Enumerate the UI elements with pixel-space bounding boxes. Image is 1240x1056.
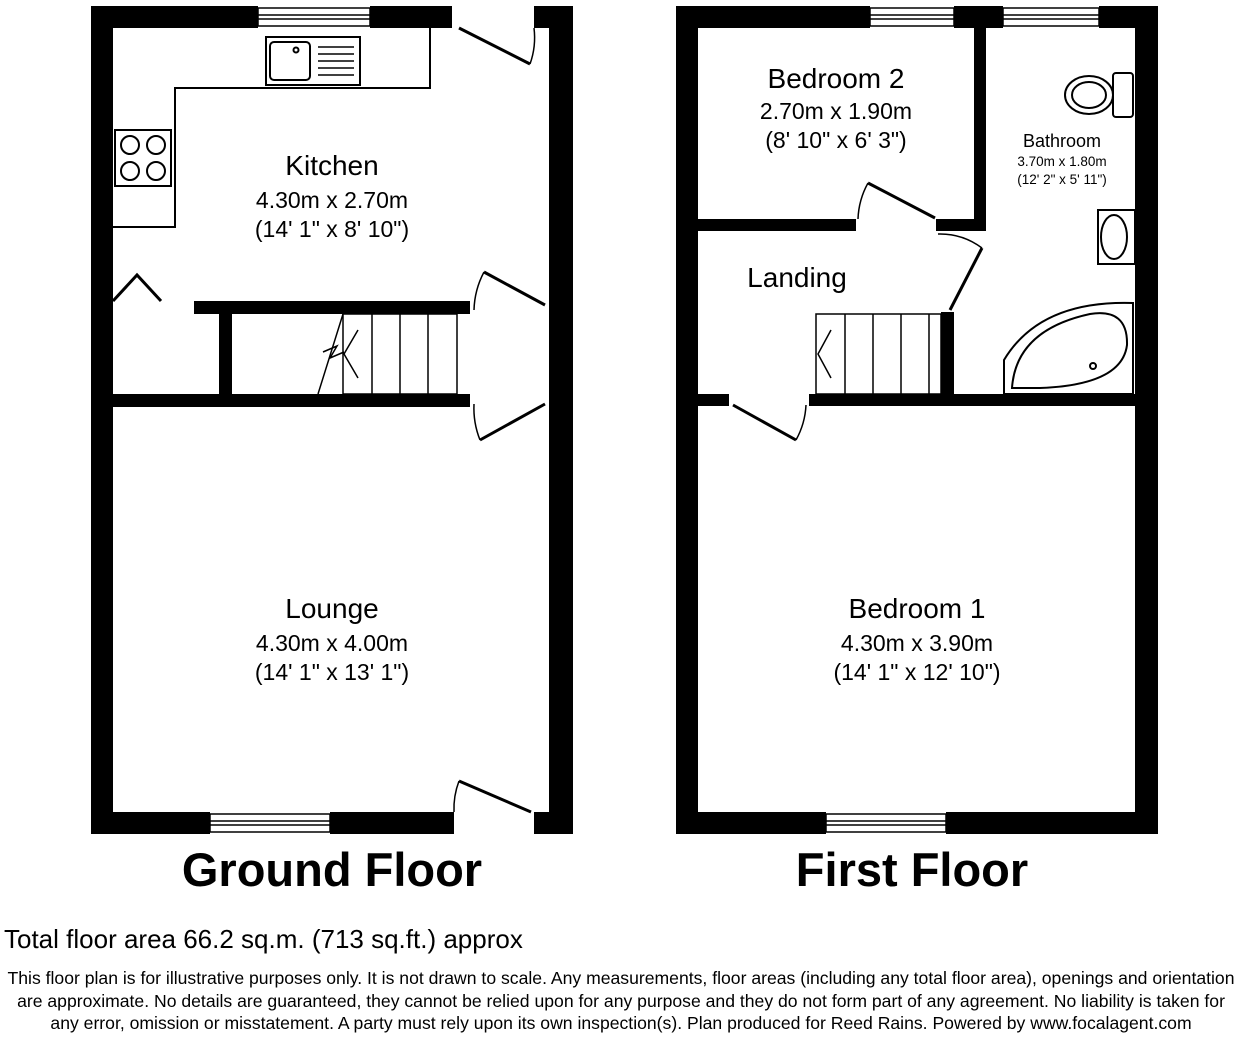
ground-floor-openings xyxy=(210,6,534,834)
bathroom-door xyxy=(938,234,982,310)
bedroom2-name: Bedroom 2 xyxy=(767,63,905,94)
bedroom1-metric: 4.30m x 3.90m xyxy=(840,630,994,656)
ground-floor-title: Ground Floor xyxy=(181,843,483,896)
bathroom-imperial: (12' 2" x 5' 11") xyxy=(1017,172,1107,187)
kitchen-imperial: (14' 1" x 8' 10") xyxy=(254,216,410,242)
lounge-name: Lounge xyxy=(285,593,379,624)
ground-floor-stair-walls xyxy=(91,301,470,407)
bath-icon xyxy=(1004,303,1133,394)
lounge-imperial: (14' 1" x 13' 1") xyxy=(254,659,410,685)
bedroom2-imperial: (8' 10" x 6' 3") xyxy=(765,127,907,153)
bathroom-name: Bathroom xyxy=(1022,131,1102,151)
first-floor-title: First Floor xyxy=(795,843,1029,896)
hall-doors xyxy=(474,272,545,440)
kitchen-name: Kitchen xyxy=(285,150,379,181)
first-floor-plan xyxy=(676,6,1158,834)
total-floor-area: Total floor area 66.2 sq.m. (713 sq.ft.) approx xyxy=(4,924,523,954)
bedroom2-metric: 2.70m x 1.90m xyxy=(759,98,913,124)
bedroom2-door xyxy=(858,183,935,219)
bedroom1-imperial: (14' 1" x 12' 10") xyxy=(833,659,1001,685)
bedroom1-door xyxy=(733,405,806,440)
lounge-front-door xyxy=(454,781,531,812)
bathroom-metric: 3.70m x 1.80m xyxy=(1017,154,1107,169)
first-floor-stairs xyxy=(816,314,941,394)
kitchen-metric: 4.30m x 2.70m xyxy=(255,187,409,213)
landing-name: Landing xyxy=(747,262,847,293)
first-floor-internal-walls xyxy=(676,28,1158,406)
ground-floor-stairs xyxy=(318,314,457,394)
ground-floor-plan xyxy=(91,6,573,834)
bedroom1-name: Bedroom 1 xyxy=(848,593,986,624)
kitchen-rear-door xyxy=(459,28,535,64)
basin-icon xyxy=(1098,210,1135,264)
kitchen-sink-icon xyxy=(266,37,360,85)
kitchen-hob-icon xyxy=(115,130,171,186)
kitchen-corner-mark xyxy=(113,275,161,301)
disclaimer-text: This floor plan is for illustrative purposes only. It is not drawn to scale. Any measurements, floor areas (including any total floor area), openings and orientation are approximate. No details are guaranteed, they cannot be relied upon for any purpose and they do not form part of any agreement. No liability is taken for any error, omission or misstatement. A party must rely upon its own inspection(s). Plan produced for Reed Rains. Powered by www.focalagent.com xyxy=(7,968,1235,1033)
toilet-icon xyxy=(1065,73,1133,117)
lounge-metric: 4.30m x 4.00m xyxy=(255,630,409,656)
